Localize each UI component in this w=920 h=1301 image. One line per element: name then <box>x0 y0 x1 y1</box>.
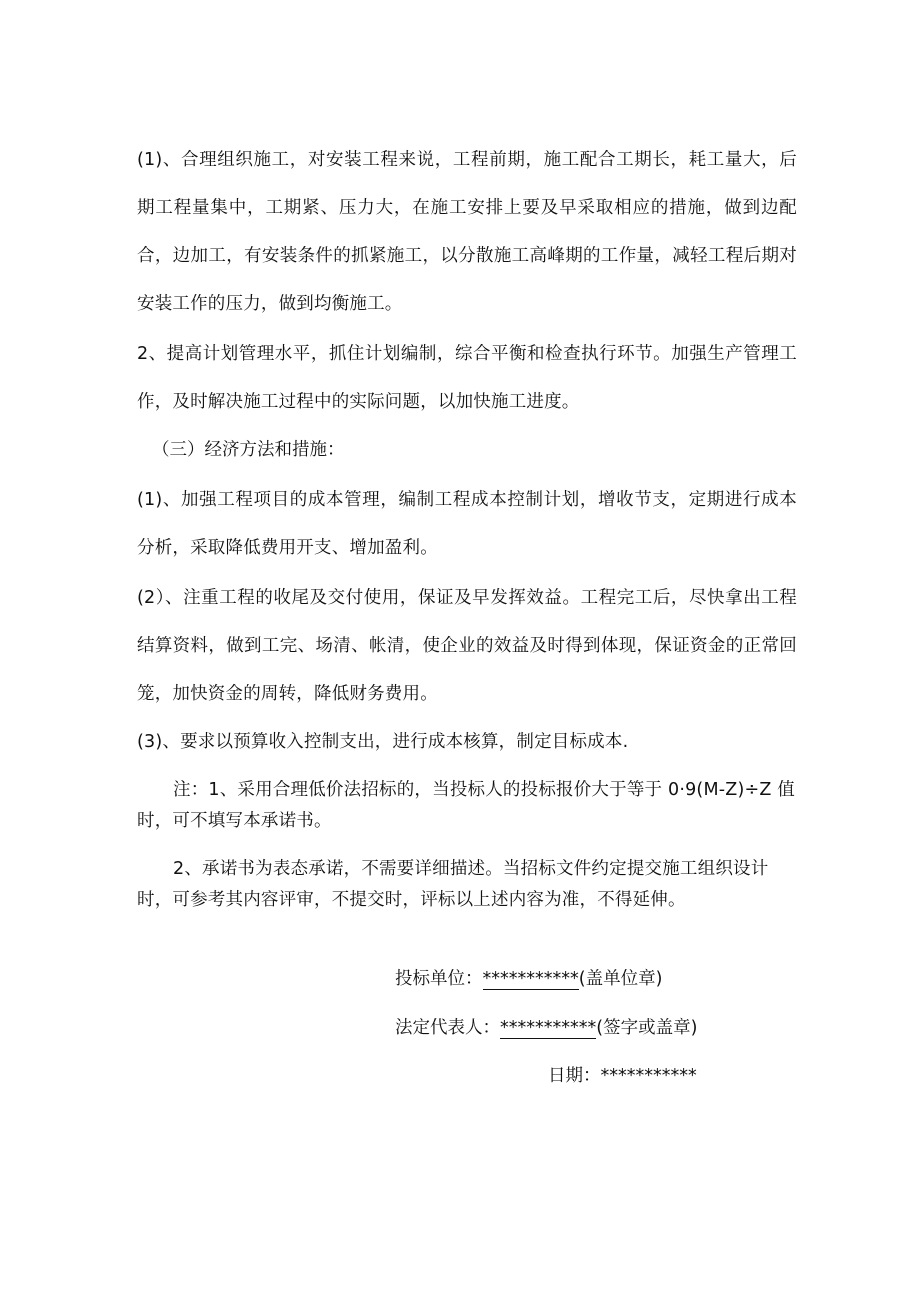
date-label: 日期： <box>548 1066 601 1086</box>
paragraph-budget-control: (3)、要求以预算收入控制支出，进行成本核算，制定目标成本. <box>137 732 629 752</box>
signature-bidder-unit <box>395 967 662 991</box>
signature-date <box>548 1064 697 1088</box>
note-low-price-bidding: 注：1、采用合理低价法招标的，当投标人的投标报价大于等于 0·9(M-Z)÷Z 值时，可不填写本承诺书。 <box>137 780 795 831</box>
bidder-unit-label: 投标单位： <box>395 969 483 989</box>
legal-rep-suffix: (签字或盖章) <box>596 1018 698 1038</box>
bidder-unit-value: *********** <box>482 969 579 989</box>
signature-legal-representative <box>395 1016 697 1040</box>
bidder-unit-suffix: (盖单位章) <box>578 969 663 989</box>
paragraph-project-closing: (2）、注重工程的收尾及交付使用，保证及早发挥效益。工程完工后，尽快拿出工程结算资料，做到工完、场清、帐清，使企业的效益及时得到体现，保证资金的正常回笼，加快资金的周转，降低财务费用。 <box>137 588 797 704</box>
date-value: *********** <box>600 1066 697 1086</box>
paragraph-organize-construction: (1)、合理组织施工，对安装工程来说，工程前期，施工配合工期长，耗工量大，后期工程量集中，工期紧、压力大，在施工安排上要及早采取相应的措施，做到边配合，边加工，有安装条件的抓紧施工，以分散施工高峰期的工作量，减轻工程后期对安装工作的压力，做到均衡施工。 <box>137 150 797 314</box>
paragraph-plan-management: 2、提高计划管理水平，抓住计划编制，综合平衡和检查执行环节。加强生产管理工作，及时解决施工过程中的实际问题，以加快施工进度。 <box>137 344 797 412</box>
section-heading-economic-measures: （三）经济方法和措施： <box>152 440 345 460</box>
legal-rep-value: *********** <box>500 1018 597 1038</box>
legal-rep-label: 法定代表人： <box>395 1018 500 1038</box>
paragraph-cost-management: (1)、加强工程项目的成本管理，编制工程成本控制计划，增收节支，定期进行成本分析，采取降低费用开支、增加盈利。 <box>137 490 797 558</box>
note-commitment-statement: 2、承诺书为表态承诺，不需要详细描述。当招标文件约定提交施工组织设计时，可参考其内容评审，不提交时，评标以上述内容为准，不得延伸。 <box>137 859 769 910</box>
